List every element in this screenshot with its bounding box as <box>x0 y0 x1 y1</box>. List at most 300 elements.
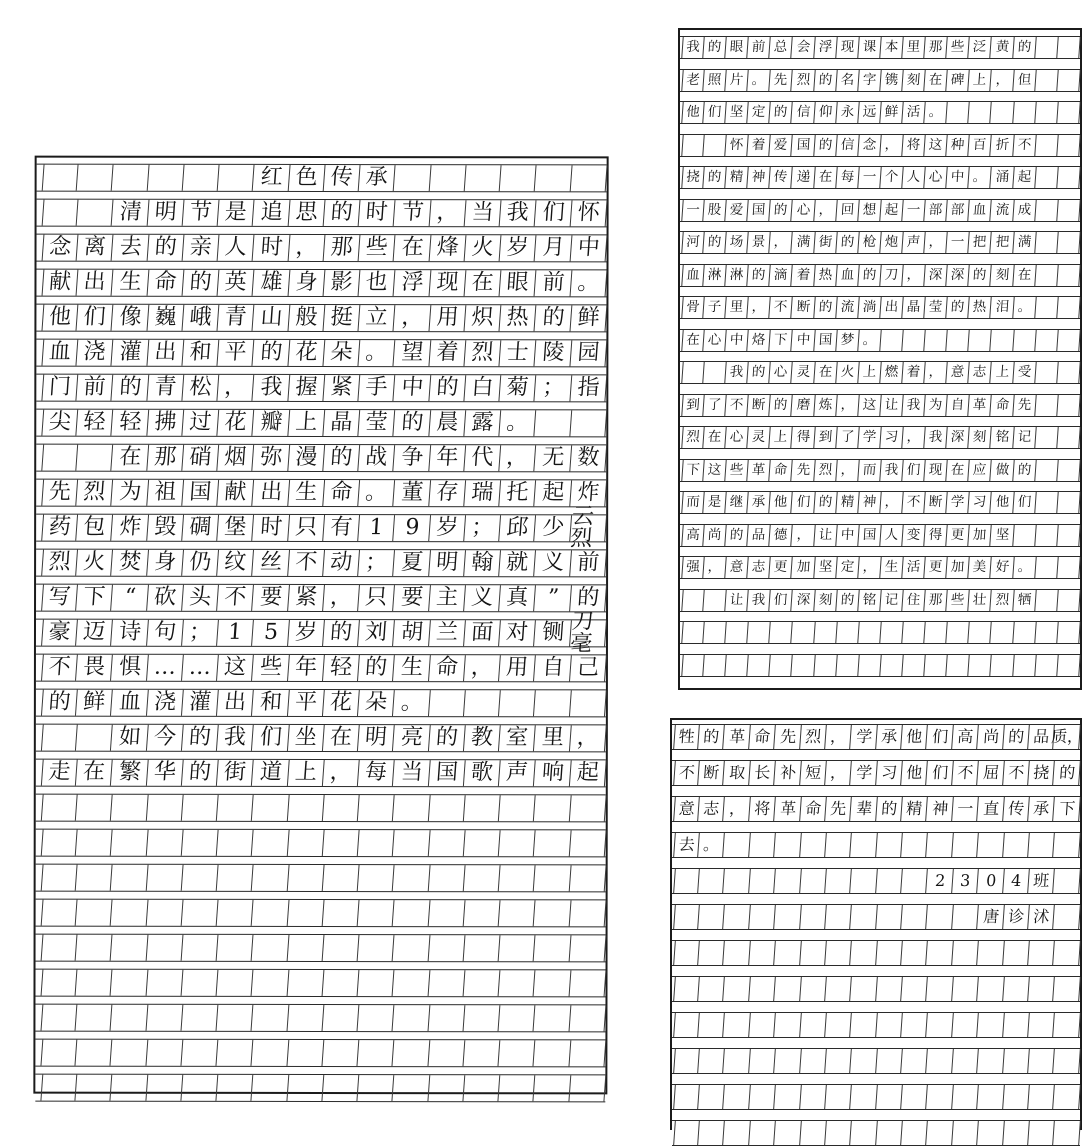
grid-cell <box>499 865 536 891</box>
grid-cell <box>800 1121 827 1145</box>
grid-cell <box>252 865 289 891</box>
grid-cell: 深 <box>947 427 971 448</box>
grid-cell <box>1028 1085 1055 1109</box>
grid-cell <box>978 1121 1005 1145</box>
grid-cell: 沭 <box>1028 905 1055 929</box>
grid-cell: 断 <box>748 395 772 416</box>
grid-cell <box>534 1040 571 1066</box>
grid-cell: 会 <box>792 37 816 58</box>
grid-cell <box>535 410 572 436</box>
grid-cell: 。 <box>1013 297 1037 318</box>
grid-cell: 心 <box>725 427 749 448</box>
grid-cell <box>800 905 827 929</box>
grid-cell: 出 <box>253 480 290 506</box>
grid-cell <box>428 935 465 961</box>
grid-cell <box>673 1121 700 1145</box>
grid-cell <box>218 165 255 191</box>
grid-cell <box>851 1049 878 1073</box>
grid-cell: 在 <box>1013 265 1037 286</box>
grid-cell: 年 <box>429 445 466 471</box>
grid-cell: 的 <box>814 492 838 513</box>
grid-cell: 燃 <box>880 362 904 383</box>
grid-cell <box>1035 232 1059 253</box>
grid-cell: 承 <box>876 725 903 749</box>
grid-cell: 他 <box>902 725 929 749</box>
grid-cell <box>703 590 727 611</box>
grid-cell: 屈 <box>978 761 1005 785</box>
grid-cell: 明 <box>358 725 395 751</box>
grid-cell: 走 <box>41 760 78 786</box>
grid-cell: 远 <box>858 102 882 123</box>
grid-cell <box>825 977 852 1001</box>
grid-cell: 5 <box>253 620 290 646</box>
grid-cell: 递 <box>792 167 816 188</box>
grid-cell <box>699 1049 726 1073</box>
grid-cell: 变 <box>902 525 926 546</box>
grid-cell <box>464 1005 501 1031</box>
grid-row <box>36 304 606 333</box>
grid-cell <box>41 935 78 961</box>
grid-cell: 。 <box>359 480 396 506</box>
grid-cell: 热 <box>969 297 993 318</box>
grid-cell: 。 <box>393 690 430 716</box>
grid-cell <box>1035 70 1059 91</box>
grid-cell: 我 <box>902 395 926 416</box>
grid-cell: 硝 <box>182 445 219 471</box>
grid-cell <box>570 690 607 716</box>
grid-cell: 教 <box>464 725 501 751</box>
grid-cell: 仰 <box>814 102 838 123</box>
grid-cell: 炮 <box>880 232 904 253</box>
grid-cell <box>1028 977 1055 1001</box>
grid-cell <box>323 795 360 821</box>
grid-cell <box>534 690 571 716</box>
grid-cell: 是 <box>218 200 255 226</box>
grid-cell: ， <box>570 725 607 751</box>
grid-cell: 一 <box>681 200 705 221</box>
grid-row <box>672 940 1080 966</box>
grid-cell: 成 <box>1013 200 1037 221</box>
grid-cell: 深 <box>924 265 948 286</box>
grid-cell: 瓣 <box>253 410 290 436</box>
grid-cell <box>393 1075 430 1101</box>
grid-cell: 革 <box>969 395 993 416</box>
grid-cell: 战 <box>359 445 396 471</box>
grid-cell <box>464 690 501 716</box>
grid-cell: 的 <box>183 270 220 296</box>
grid-row <box>36 724 606 753</box>
grid-cell: 流 <box>991 200 1015 221</box>
grid-cell: 般 <box>288 305 325 331</box>
grid-cell: 精 <box>725 167 749 188</box>
grid-cell: 不 <box>673 761 700 785</box>
grid-cell <box>252 1075 289 1101</box>
grid-cell: 的 <box>394 410 431 436</box>
grid-cell: 歌 <box>464 760 501 786</box>
grid-cell <box>927 1013 954 1037</box>
grid-cell: 紧 <box>288 585 325 611</box>
grid-cell <box>1035 590 1059 611</box>
grid-cell <box>1013 102 1037 123</box>
grid-cell: 握 <box>288 375 325 401</box>
grid-cell <box>217 865 254 891</box>
grid-cell: 惧 <box>112 655 149 681</box>
grid-cell: 离 <box>77 235 114 261</box>
grid-cell: 的 <box>725 525 749 546</box>
grid-cell <box>287 865 324 891</box>
grid-cell: 毁 <box>147 515 184 541</box>
grid-cell <box>978 833 1005 857</box>
grid-cell <box>1028 941 1055 965</box>
grid-row <box>672 1012 1080 1038</box>
grid-cell: 习 <box>969 492 993 513</box>
grid-cell: 一 <box>952 797 979 821</box>
grid-cell <box>534 900 571 926</box>
grid-cell: 深 <box>792 590 816 611</box>
grid-cell <box>429 690 466 716</box>
grid-cell: 的 <box>41 690 78 716</box>
grid-cell: 泛 <box>969 37 993 58</box>
grid-cell <box>1035 167 1059 188</box>
grid-cell <box>1057 37 1081 58</box>
grid-cell: 中 <box>394 375 431 401</box>
grid-cell <box>800 1013 827 1037</box>
grid-cell <box>858 655 882 676</box>
grid-cell <box>323 1005 360 1031</box>
grid-cell <box>880 330 904 351</box>
grid-cell: ， <box>792 525 816 546</box>
grid-cell: 焚 <box>112 550 149 576</box>
grid-cell: 为 <box>924 395 948 416</box>
grid-row <box>672 976 1080 1002</box>
grid-cell: 刀 <box>880 265 904 286</box>
grid-cell <box>902 941 929 965</box>
grid-cell <box>287 970 324 996</box>
grid-cell <box>1054 1013 1081 1037</box>
grid-row <box>35 1074 605 1103</box>
grid-cell: 河 <box>681 232 705 253</box>
grid-cell: 是 <box>703 492 727 513</box>
grid-row <box>672 1120 1080 1146</box>
grid-cell: 写 <box>41 585 78 611</box>
grid-cell: 上 <box>858 362 882 383</box>
grid-cell <box>836 622 860 643</box>
grid-cell: 出 <box>77 270 114 296</box>
grid-cell <box>699 1121 726 1145</box>
grid-cell: 他 <box>681 102 705 123</box>
grid-cell: 要 <box>394 585 431 611</box>
grid-cell: 刻 <box>902 70 926 91</box>
grid-cell: 这 <box>924 135 948 156</box>
grid-row <box>36 609 606 657</box>
grid-cell: 前 <box>748 37 772 58</box>
grid-cell: 品 <box>748 525 772 546</box>
grid-row <box>680 361 1080 384</box>
grid-cell: 思 <box>288 200 325 226</box>
grid-cell <box>851 869 878 893</box>
grid-cell <box>428 900 465 926</box>
grid-cell: 高 <box>681 525 705 546</box>
grid-cell <box>969 622 993 643</box>
grid-cell: 的 <box>253 340 290 366</box>
grid-cell: 尚 <box>703 525 727 546</box>
grid-cell <box>991 655 1015 676</box>
grid-cell: 中 <box>836 525 860 546</box>
grid-cell: 更 <box>770 557 794 578</box>
grid-cell <box>499 970 536 996</box>
grid-cell: 刻 <box>969 427 993 448</box>
grid-cell: 名 <box>836 70 860 91</box>
grid-cell: 革 <box>724 725 751 749</box>
grid-row <box>36 584 606 613</box>
grid-cell <box>464 900 501 926</box>
grid-cell <box>1003 977 1030 1001</box>
grid-cell: 高 <box>952 725 979 749</box>
grid-cell: 我 <box>748 590 772 611</box>
grid-cell: 在 <box>465 270 502 296</box>
grid-cell <box>499 935 536 961</box>
grid-cell: 的 <box>323 620 360 646</box>
grid-cell <box>724 977 751 1001</box>
grid-cell <box>570 165 607 191</box>
grid-cell <box>76 1005 113 1031</box>
grid-row <box>680 556 1080 579</box>
grid-cell <box>858 622 882 643</box>
grid-row <box>35 969 605 998</box>
grid-cell: 。 <box>500 410 537 436</box>
grid-cell: 祖 <box>147 480 184 506</box>
grid-cell: 强 <box>681 557 705 578</box>
grid-cell: 的 <box>535 305 572 331</box>
grid-cell: 我 <box>500 200 537 226</box>
grid-cell <box>1057 102 1081 123</box>
grid-cell <box>428 1040 465 1066</box>
grid-cell: 尖 <box>41 410 78 436</box>
grid-cell: 回 <box>836 200 860 221</box>
grid-cell <box>323 935 360 961</box>
grid-cell: 和 <box>182 340 219 366</box>
grid-cell <box>1057 330 1081 351</box>
grid-cell: 每 <box>358 760 395 786</box>
grid-cell: 有 <box>323 515 360 541</box>
grid-cell <box>147 830 184 856</box>
grid-cell: 挠 <box>681 167 705 188</box>
grid-cell <box>464 935 501 961</box>
grid-cell <box>252 830 289 856</box>
grid-cell: 怀 <box>570 200 607 226</box>
grid-cell <box>775 1085 802 1109</box>
grid-cell <box>1035 297 1059 318</box>
grid-cell <box>41 830 78 856</box>
grid-cell <box>851 1013 878 1037</box>
grid-cell <box>699 1085 726 1109</box>
grid-cell: 句 <box>147 620 184 646</box>
grid-cell: 火 <box>465 235 502 261</box>
grid-cell <box>358 865 395 891</box>
grid-cell: 的 <box>876 797 903 821</box>
grid-cell <box>76 1075 113 1101</box>
grid-cell: 清 <box>112 200 149 226</box>
grid-cell: 托 <box>500 480 537 506</box>
grid-cell: 在 <box>924 70 948 91</box>
grid-cell <box>749 869 776 893</box>
grid-cell: 的 <box>1003 725 1030 749</box>
grid-cell: 身 <box>288 270 325 296</box>
grid-cell <box>1028 1013 1055 1037</box>
grid-cell <box>1057 167 1081 188</box>
grid-cell: 存 <box>429 480 466 506</box>
grid-cell: 的 <box>770 102 794 123</box>
grid-cell <box>1057 135 1081 156</box>
grid-cell: 信 <box>792 102 816 123</box>
grid-cell <box>40 1075 77 1101</box>
grid-cell: 铭 <box>991 427 1015 448</box>
grid-cell <box>703 362 727 383</box>
grid-cell <box>41 795 78 821</box>
grid-cell <box>358 1040 395 1066</box>
grid-cell <box>947 102 971 123</box>
grid-cell: 当 <box>393 760 430 786</box>
grid-cell: 亮 <box>393 725 430 751</box>
grid-cell: 平 <box>218 340 255 366</box>
grid-cell <box>1028 1121 1055 1145</box>
grid-cell <box>1035 395 1059 416</box>
grid-cell: 子 <box>703 297 727 318</box>
grid-cell: 出 <box>217 690 254 716</box>
grid-cell: 枪 <box>858 232 882 253</box>
grid-cell <box>724 1049 751 1073</box>
grid-cell: ， <box>991 70 1015 91</box>
grid-cell: 的 <box>1013 37 1037 58</box>
grid-cell: 紧 <box>323 375 360 401</box>
grid-cell: 我 <box>253 375 290 401</box>
grid-cell: 些 <box>359 235 396 261</box>
grid-cell <box>991 622 1015 643</box>
grid-cell <box>288 795 325 821</box>
grid-cell: 起 <box>880 200 904 221</box>
grid-cell: 梦 <box>836 330 860 351</box>
grid-cell: 长 <box>749 761 776 785</box>
grid-cell <box>699 977 726 1001</box>
grid-cell <box>775 1121 802 1145</box>
grid-cell: 无 <box>535 445 572 471</box>
grid-cell <box>393 1040 430 1066</box>
grid-cell: 畏 <box>76 655 113 681</box>
grid-cell: 命 <box>991 395 1015 416</box>
grid-cell: 唐 <box>978 905 1005 929</box>
grid-cell <box>146 1075 183 1101</box>
grid-cell: 门 <box>41 375 78 401</box>
grid-cell: 但 <box>1013 70 1037 91</box>
grid-cell: 我 <box>217 725 254 751</box>
grid-cell: 住 <box>902 590 926 611</box>
grid-cell <box>1003 833 1030 857</box>
grid-cell: 红 <box>253 165 290 191</box>
grid-cell <box>41 445 78 471</box>
grid-row <box>672 832 1080 858</box>
grid-cell <box>927 1085 954 1109</box>
grid-cell: 过 <box>182 410 219 436</box>
grid-cell <box>182 935 219 961</box>
grid-cell: 的 <box>147 235 184 261</box>
grid-row <box>36 899 606 928</box>
grid-row <box>680 426 1080 449</box>
grid-cell: 牲 <box>673 725 700 749</box>
grid-cell: 念 <box>42 235 79 261</box>
grid-cell: 的 <box>429 375 466 401</box>
grid-cell: 的 <box>748 265 772 286</box>
grid-cell <box>358 795 395 821</box>
grid-cell: 4 <box>1003 869 1030 893</box>
grid-cell: 追 <box>253 200 290 226</box>
grid-cell: 莹 <box>924 297 948 318</box>
grid-cell: 包 <box>76 515 113 541</box>
grid-cell <box>1054 1049 1081 1073</box>
grid-cell: 让 <box>814 525 838 546</box>
grid-cell: 血 <box>681 265 705 286</box>
grid-cell: 的 <box>814 297 838 318</box>
grid-cell: 记 <box>880 590 904 611</box>
grid-cell <box>41 725 78 751</box>
grid-row <box>36 689 606 718</box>
grid-row <box>680 231 1080 254</box>
grid-cell: 烈 <box>991 590 1015 611</box>
grid-cell <box>800 869 827 893</box>
grid-cell: 的 <box>703 232 727 253</box>
grid-cell: 铡 <box>535 620 572 646</box>
grid-cell: 国 <box>748 200 772 221</box>
grid-cell: 些 <box>725 460 749 481</box>
grid-cell <box>76 970 113 996</box>
grid-cell: 身 <box>147 550 184 576</box>
grid-cell: 的 <box>836 590 860 611</box>
grid-cell <box>569 865 606 891</box>
grid-cell: 坚 <box>991 525 1015 546</box>
grid-cell <box>749 977 776 1001</box>
grid-cell: 淋 <box>703 265 727 286</box>
grid-cell: 。 <box>858 330 882 351</box>
grid-cell: 瑞 <box>464 480 501 506</box>
grid-row <box>36 374 606 403</box>
grid-cell <box>775 905 802 929</box>
grid-cell: 的 <box>182 725 219 751</box>
grid-cell: 少 <box>535 515 572 541</box>
grid-cell: 莹 <box>359 410 396 436</box>
grid-cell: ， <box>924 362 948 383</box>
grid-cell: 当 <box>465 200 502 226</box>
grid-cell: 鲜 <box>570 305 607 331</box>
grid-cell: 的 <box>947 297 971 318</box>
grid-cell: 浮 <box>394 270 431 296</box>
grid-cell <box>42 200 79 226</box>
grid-cell: 一 <box>902 200 926 221</box>
grid-cell: 他 <box>991 492 1015 513</box>
grid-cell: 爱 <box>725 200 749 221</box>
grid-cell: 烈 <box>814 460 838 481</box>
grid-cell <box>569 1005 606 1031</box>
grid-cell <box>464 970 501 996</box>
grid-cell <box>775 833 802 857</box>
grid-cell: 直 <box>978 797 1005 821</box>
grid-cell: 淋 <box>725 265 749 286</box>
grid-cell <box>924 330 948 351</box>
grid-cell: 课 <box>858 37 882 58</box>
grid-cell: 我 <box>924 427 948 448</box>
grid-cell <box>1028 1049 1055 1073</box>
grid-cell: ， <box>825 761 852 785</box>
grid-row <box>680 264 1080 287</box>
grid-cell: 补 <box>775 761 802 785</box>
